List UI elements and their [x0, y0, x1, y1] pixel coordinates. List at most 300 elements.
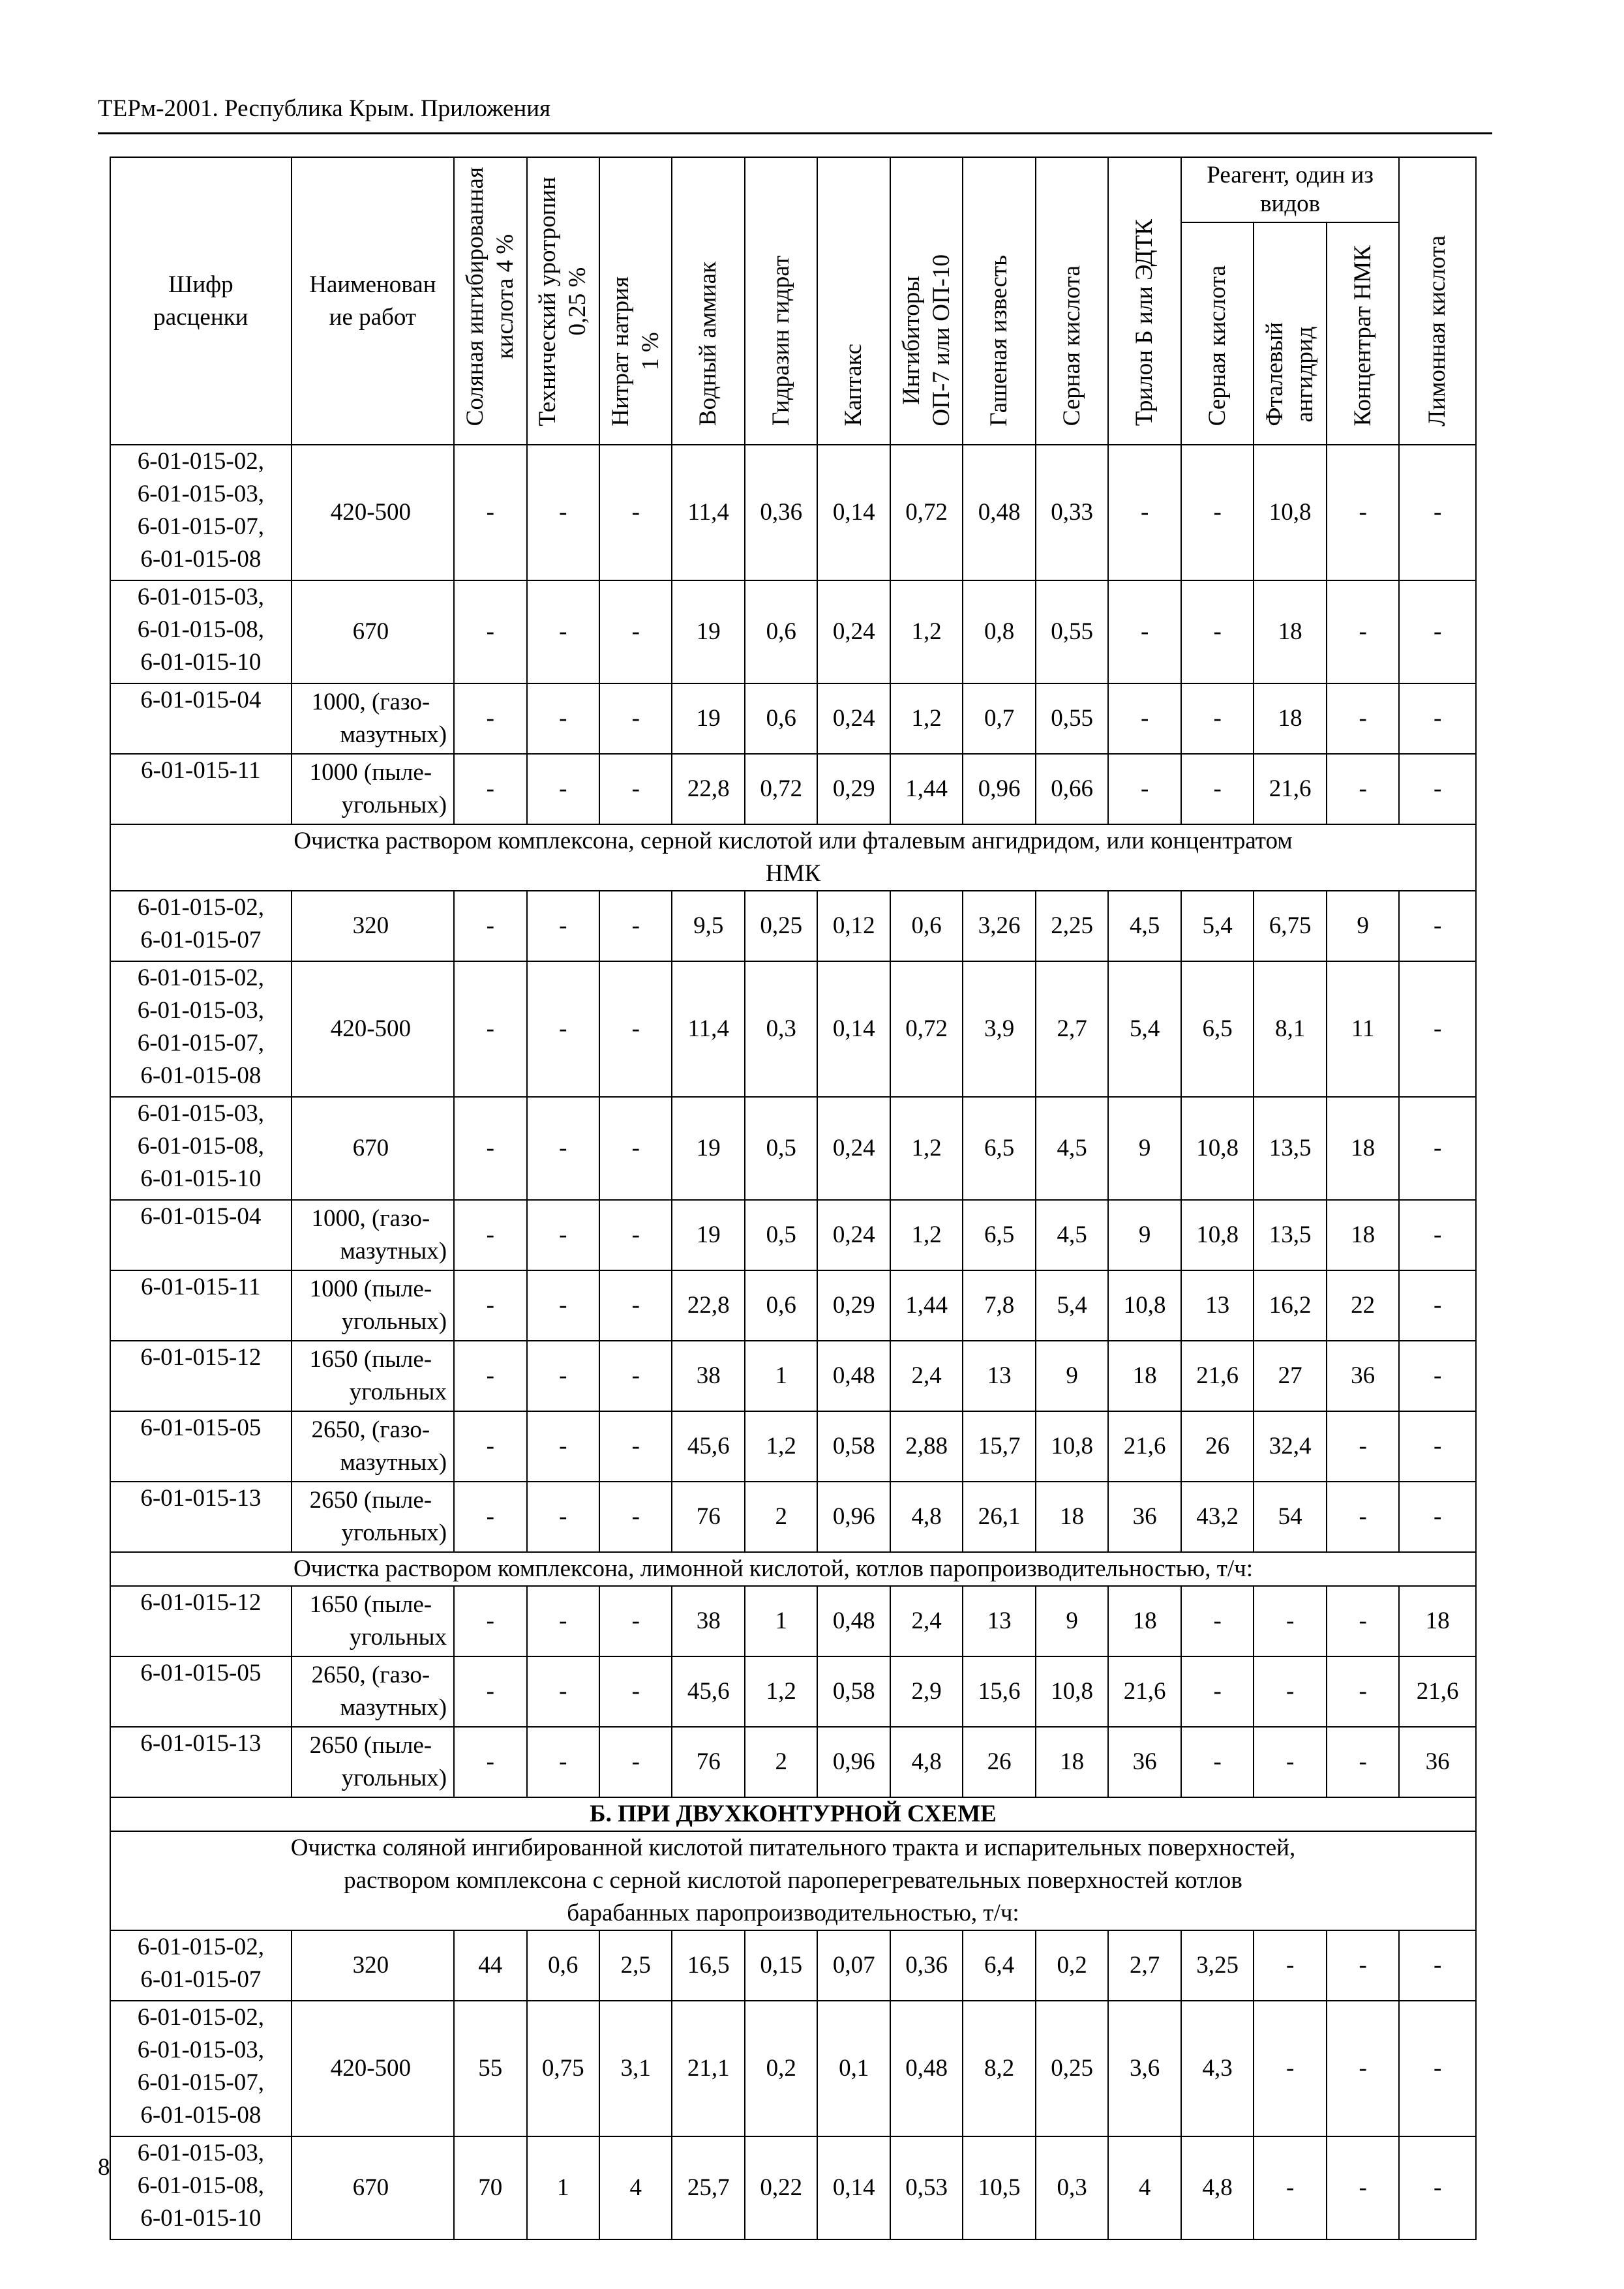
value-cell: 1,2	[745, 1411, 817, 1482]
header-line: ОП-7 или ОП-10	[927, 254, 955, 426]
value-cell: 26,1	[963, 1482, 1035, 1552]
value-cell: 0,96	[817, 1727, 890, 1797]
header-inhibitors	[890, 157, 963, 445]
work-name: 670	[352, 1135, 389, 1162]
value-cell: 2,4	[890, 1586, 963, 1656]
header-hydrazine-hydrate	[745, 157, 817, 445]
value-cell: 0,14	[817, 961, 890, 1097]
value-cell: -	[527, 1411, 599, 1482]
value-cell: 9	[1036, 1586, 1108, 1656]
value-cell: 1,2	[890, 1200, 963, 1270]
work-name-cell	[292, 1586, 454, 1656]
value-cell: 0,66	[1036, 754, 1108, 824]
rate-code: 6-01-015-08,	[137, 2172, 264, 2200]
group-title-row	[110, 1552, 1476, 1586]
rates-table	[110, 157, 1477, 2240]
value-cell: 0,24	[817, 1200, 890, 1270]
work-name-cell	[292, 1656, 454, 1727]
value-cell: 0,55	[1036, 580, 1108, 683]
value-cell: 0,12	[817, 891, 890, 961]
value-cell: 36	[1399, 1727, 1476, 1797]
table-row	[110, 580, 1476, 683]
value-cell: 0,36	[745, 445, 817, 580]
value-cell: 10,8	[1108, 1270, 1180, 1341]
value-cell: 0,8	[963, 580, 1035, 683]
header-sodium-nitrate	[599, 157, 672, 445]
value-cell: 0,25	[1036, 2001, 1108, 2136]
value-cell: 0,5	[745, 1200, 817, 1270]
value-cell: -	[454, 445, 526, 580]
work-name-cell	[292, 1200, 454, 1270]
value-cell: 0,2	[1036, 1930, 1108, 2001]
value-cell: -	[1108, 683, 1180, 754]
rate-code-cell	[110, 1341, 292, 1411]
rate-code: 6-01-015-03,	[137, 1100, 264, 1128]
rate-code: 6-01-015-08	[140, 2102, 262, 2129]
rate-code: 6-01-015-03,	[137, 2140, 264, 2167]
value-cell: 4,8	[890, 1482, 963, 1552]
value-cell: 36	[1327, 1341, 1400, 1411]
vertical-header-text	[1130, 210, 1160, 435]
value-cell: 10,8	[1181, 1097, 1254, 1200]
header-line: расценки	[153, 303, 248, 331]
header-row-1	[110, 157, 1476, 222]
value-cell: 70	[454, 2136, 526, 2239]
table-row	[110, 1200, 1476, 1270]
rate-code: 6-01-015-04	[140, 687, 262, 714]
header-line: Гидразин гидрат	[767, 256, 794, 426]
vertical-header-text	[1348, 236, 1378, 435]
value-cell: 9	[1327, 891, 1400, 961]
rate-code: 6-01-015-03,	[137, 2037, 264, 2064]
value-cell: 2,9	[890, 1656, 963, 1727]
header-line: Реагент, один из	[1207, 162, 1374, 189]
value-cell: 38	[672, 1586, 744, 1656]
value-cell: 10,5	[963, 2136, 1035, 2239]
value-cell: -	[1327, 1482, 1400, 1552]
value-cell: -	[1181, 1656, 1254, 1727]
vertical-header-text	[839, 335, 869, 435]
rate-code: 6-01-015-03,	[137, 481, 264, 508]
value-cell: 0,3	[745, 961, 817, 1097]
value-cell: 10,8	[1036, 1411, 1108, 1482]
value-cell: -	[454, 1270, 526, 1341]
work-name: 1000 (пыле-	[309, 759, 432, 786]
header-line: Ингибиторы	[897, 275, 925, 405]
value-cell: 16,5	[672, 1930, 744, 2001]
value-cell: 2,88	[890, 1411, 963, 1482]
value-cell: 1	[745, 1341, 817, 1411]
table-row	[110, 1341, 1476, 1411]
value-cell: 1,44	[890, 754, 963, 824]
header-line: Серная кислота	[1203, 265, 1231, 426]
work-name: 420-500	[330, 499, 412, 526]
value-cell: 4,5	[1036, 1200, 1108, 1270]
vertical-header-text	[1422, 226, 1452, 436]
value-cell: 13,5	[1254, 1200, 1326, 1270]
value-cell: 1,2	[890, 683, 963, 754]
value-cell: -	[527, 445, 599, 580]
value-cell: -	[454, 1727, 526, 1797]
value-cell: -	[599, 1097, 672, 1200]
value-cell: -	[599, 683, 672, 754]
value-cell: 18	[1254, 683, 1326, 754]
value-cell: -	[1254, 2136, 1326, 2239]
value-cell: -	[527, 1200, 599, 1270]
value-cell: 25,7	[672, 2136, 744, 2239]
rate-code: 6-01-015-13	[140, 1485, 262, 1512]
value-cell: 2	[745, 1727, 817, 1797]
value-cell: -	[1254, 1586, 1326, 1656]
value-cell: 36	[1108, 1482, 1180, 1552]
header-trilon-b	[1108, 157, 1180, 445]
rate-code: 6-01-015-02,	[137, 965, 264, 992]
value-cell: 18	[1108, 1586, 1180, 1656]
value-cell: 0,58	[817, 1656, 890, 1727]
value-cell: -	[1327, 580, 1400, 683]
rate-code: 6-01-015-02,	[137, 2004, 264, 2031]
rate-code-cell	[110, 1656, 292, 1727]
header-line: ангидрид	[1291, 325, 1319, 423]
rate-code: 6-01-015-11	[141, 757, 261, 785]
table-row	[110, 683, 1476, 754]
value-cell: 3,9	[963, 961, 1035, 1097]
work-name: мазутных)	[340, 1238, 447, 1265]
value-cell: 3,1	[599, 2001, 672, 2136]
rate-code: 6-01-015-07,	[137, 513, 264, 541]
value-cell: 54	[1254, 1482, 1326, 1552]
value-cell: 18	[1327, 1097, 1400, 1200]
value-cell: 18	[1399, 1586, 1476, 1656]
value-cell: 11,4	[672, 445, 744, 580]
value-cell: -	[1254, 1656, 1326, 1727]
value-cell: -	[527, 891, 599, 961]
group-title-line: Очистка раствором комплексона, серной кислотой или фталевым ангидридом, или концентратом	[293, 828, 1293, 855]
value-cell: 18	[1036, 1727, 1108, 1797]
table-row	[110, 445, 1476, 580]
value-cell: 16,2	[1254, 1270, 1326, 1341]
work-name: угольных	[349, 1624, 447, 1651]
work-name: угольных)	[341, 1519, 447, 1547]
value-cell: 7,8	[963, 1270, 1035, 1341]
value-cell: -	[1399, 2001, 1476, 2136]
value-cell: -	[1327, 1727, 1400, 1797]
work-name: 2650 (пыле-	[309, 1487, 432, 1514]
value-cell: -	[599, 754, 672, 824]
value-cell: 4,5	[1108, 891, 1180, 961]
vertical-header-text	[533, 168, 593, 435]
value-cell: -	[527, 1586, 599, 1656]
value-cell: 0,25	[745, 891, 817, 961]
value-cell: 0,55	[1036, 683, 1108, 754]
group-description	[110, 1831, 1476, 1930]
value-cell: 0,2	[745, 2001, 817, 2136]
header-code	[110, 157, 292, 445]
rate-code-cell	[110, 1727, 292, 1797]
value-cell: 0,07	[817, 1930, 890, 2001]
value-cell: 43,2	[1181, 1482, 1254, 1552]
value-cell: -	[1181, 445, 1254, 580]
work-name-cell	[292, 961, 454, 1097]
rate-code: 6-01-015-12	[140, 1344, 262, 1371]
work-name-cell	[292, 683, 454, 754]
group-title-row	[110, 824, 1476, 891]
header-reagent-sulfuric-acid	[1181, 222, 1254, 445]
value-cell: 26	[963, 1727, 1035, 1797]
value-cell: 2,7	[1108, 1930, 1180, 2001]
value-cell: 10,8	[1036, 1656, 1108, 1727]
rate-code: 6-01-015-12	[140, 1589, 262, 1617]
value-cell: 0,48	[817, 1586, 890, 1656]
value-cell: 9	[1108, 1097, 1180, 1200]
value-cell: 3,26	[963, 891, 1035, 961]
header-line: видов	[1260, 190, 1321, 218]
value-cell: 38	[672, 1341, 744, 1411]
work-name: 320	[352, 912, 389, 940]
header-phthalic-anhydride	[1254, 222, 1326, 445]
header-line: 0,25 %	[564, 267, 592, 336]
rate-code: 6-01-015-03,	[137, 997, 264, 1025]
value-cell: 0,6	[745, 580, 817, 683]
header-line: Концентрат НМК	[1349, 245, 1376, 426]
value-cell: 36	[1108, 1727, 1180, 1797]
value-cell: -	[1327, 1656, 1400, 1727]
vertical-header-text	[1260, 313, 1320, 436]
table-row	[110, 2001, 1476, 2136]
value-cell: -	[1108, 580, 1180, 683]
value-cell: 1,2	[890, 1097, 963, 1200]
work-name-cell	[292, 1411, 454, 1482]
value-cell: -	[1254, 1930, 1326, 2001]
value-cell: 0,24	[817, 1097, 890, 1200]
description-row	[110, 1831, 1476, 1930]
value-cell: 10,8	[1181, 1200, 1254, 1270]
value-cell: 0,75	[527, 2001, 599, 2136]
description-line: барабанных паропроизводительностью, т/ч:	[567, 1900, 1019, 1927]
value-cell: 0,36	[890, 1930, 963, 2001]
vertical-header-text	[1057, 256, 1087, 435]
value-cell: -	[454, 1341, 526, 1411]
value-cell: 4,5	[1036, 1097, 1108, 1200]
table-row	[110, 1930, 1476, 2001]
work-name: 1650 (пыле-	[309, 1591, 432, 1619]
header-line: 1 %	[637, 332, 664, 370]
value-cell: -	[454, 1411, 526, 1482]
header-citric-acid	[1399, 157, 1476, 445]
table-row	[110, 1097, 1476, 1200]
value-cell: 0,5	[745, 1097, 817, 1200]
value-cell: -	[1399, 1200, 1476, 1270]
value-cell: -	[527, 754, 599, 824]
work-name: 420-500	[330, 1015, 412, 1043]
work-name: мазутных)	[340, 721, 447, 749]
value-cell: 76	[672, 1482, 744, 1552]
header-line: Водный аммиак	[695, 262, 722, 426]
rate-code-cell	[110, 580, 292, 683]
value-cell: 1	[745, 1586, 817, 1656]
value-cell: 0,6	[745, 1270, 817, 1341]
value-cell: 4	[1108, 2136, 1180, 2239]
rate-code: 6-01-015-02,	[137, 448, 264, 475]
rate-code: 6-01-015-11	[141, 1274, 261, 1301]
work-name: угольных)	[341, 1308, 447, 1336]
value-cell: -	[527, 961, 599, 1097]
value-cell: 0,96	[963, 754, 1035, 824]
vertical-header-text	[984, 246, 1014, 436]
table-body	[110, 445, 1476, 2239]
value-cell: -	[454, 1586, 526, 1656]
value-cell: 2,25	[1036, 891, 1108, 961]
value-cell: -	[454, 683, 526, 754]
value-cell: 18	[1254, 580, 1326, 683]
rate-code: 6-01-015-05	[140, 1660, 262, 1687]
vertical-header-text	[766, 247, 796, 435]
header-captax	[817, 157, 890, 445]
value-cell: 8,2	[963, 2001, 1035, 2136]
rate-code-cell	[110, 445, 292, 580]
rate-code: 6-01-015-07	[140, 1966, 262, 1994]
value-cell: 21,1	[672, 2001, 744, 2136]
value-cell: -	[599, 1200, 672, 1270]
value-cell: 18	[1327, 1200, 1400, 1270]
value-cell: 19	[672, 1097, 744, 1200]
value-cell: 0,96	[817, 1482, 890, 1552]
rate-code: 6-01-015-07,	[137, 2069, 264, 2097]
value-cell: 9	[1036, 1341, 1108, 1411]
value-cell: 0,29	[817, 1270, 890, 1341]
value-cell: -	[599, 1411, 672, 1482]
value-cell: -	[599, 445, 672, 580]
value-cell: -	[454, 1200, 526, 1270]
rate-code-cell	[110, 1270, 292, 1341]
value-cell: 13,5	[1254, 1097, 1326, 1200]
value-cell: -	[1399, 1411, 1476, 1482]
rate-code: 6-01-015-03,	[137, 584, 264, 611]
value-cell: -	[1399, 1270, 1476, 1341]
rate-code: 6-01-015-08,	[137, 1133, 264, 1160]
work-name-cell	[292, 580, 454, 683]
value-cell: 1,2	[890, 580, 963, 683]
value-cell: -	[599, 1727, 672, 1797]
rate-code: 6-01-015-13	[140, 1730, 262, 1758]
value-cell: 22	[1327, 1270, 1400, 1341]
work-name: 320	[352, 1952, 389, 1979]
rate-code-cell	[110, 891, 292, 961]
table-row	[110, 2136, 1476, 2239]
value-cell: -	[1108, 445, 1180, 580]
value-cell: 0,33	[1036, 445, 1108, 580]
rate-code: 6-01-015-10	[140, 2205, 262, 2232]
value-cell: 19	[672, 1200, 744, 1270]
value-cell: -	[527, 683, 599, 754]
value-cell: 9,5	[672, 891, 744, 961]
work-name: 1650 (пыле-	[309, 1346, 432, 1373]
value-cell: 0,72	[890, 445, 963, 580]
value-cell: 11	[1327, 961, 1400, 1097]
description-line: раствором комплексона с серной кислотой пароперегревательных поверхностей котлов	[344, 1867, 1242, 1894]
value-cell: -	[454, 961, 526, 1097]
header-line: Нитрат натрия	[607, 276, 634, 426]
header-line: Гашеная известь	[985, 254, 1013, 426]
value-cell: -	[1399, 683, 1476, 754]
rate-code: 6-01-015-10	[140, 649, 262, 676]
value-cell: 0,48	[890, 2001, 963, 2136]
rate-code: 6-01-015-05	[140, 1414, 262, 1442]
value-cell: -	[527, 580, 599, 683]
work-name: 420-500	[330, 2055, 412, 2082]
header-line: Каптакс	[840, 343, 867, 426]
header-slaked-lime	[963, 157, 1035, 445]
section-title: Б. ПРИ ДВУХКОНТУРНОЙ СХЕМЕ	[110, 1797, 1476, 1831]
value-cell: -	[599, 1482, 672, 1552]
value-cell: 19	[672, 580, 744, 683]
work-name-cell	[292, 1727, 454, 1797]
rate-code-cell	[110, 1097, 292, 1200]
table-row	[110, 891, 1476, 961]
work-name: 670	[352, 618, 389, 646]
value-cell: -	[527, 1727, 599, 1797]
value-cell: 13	[963, 1586, 1035, 1656]
work-name: 1000 (пыле-	[309, 1276, 432, 1303]
work-name: 670	[352, 2174, 389, 2202]
table-row	[110, 1727, 1476, 1797]
value-cell: 4,3	[1181, 2001, 1254, 2136]
work-name: угольных	[349, 1379, 447, 1406]
value-cell: 1,2	[745, 1656, 817, 1727]
value-cell: -	[599, 1270, 672, 1341]
value-cell: -	[1399, 754, 1476, 824]
header-line: кислота 4 %	[491, 233, 519, 359]
value-cell: 6,5	[963, 1097, 1035, 1200]
header-line: Наименован	[309, 271, 436, 298]
rate-code-cell	[110, 2136, 292, 2239]
value-cell: 26	[1181, 1411, 1254, 1482]
value-cell: 18	[1036, 1482, 1108, 1552]
value-cell: 45,6	[672, 1411, 744, 1482]
value-cell: 5,4	[1036, 1270, 1108, 1341]
table-row	[110, 1482, 1476, 1552]
header-line: Трилон Б или ЭДТК	[1131, 219, 1158, 426]
value-cell: 0,24	[817, 683, 890, 754]
header-urotropin	[527, 157, 599, 445]
value-cell: 0,15	[745, 1930, 817, 2001]
value-cell: 21,6	[1108, 1411, 1180, 1482]
value-cell: 0,6	[745, 683, 817, 754]
value-cell: -	[1108, 754, 1180, 824]
rate-code: 6-01-015-10	[140, 1165, 262, 1193]
work-name-cell	[292, 1930, 454, 2001]
value-cell: 5,4	[1181, 891, 1254, 961]
value-cell: -	[1181, 1727, 1254, 1797]
value-cell: -	[1181, 1586, 1254, 1656]
work-name: 1000, (газо-	[311, 1205, 430, 1233]
header-line: Технический уротропин	[534, 176, 562, 426]
value-cell: -	[1399, 1341, 1476, 1411]
value-cell: 0,53	[890, 2136, 963, 2239]
value-cell: 2,4	[890, 1341, 963, 1411]
value-cell: 44	[454, 1930, 526, 2001]
value-cell: -	[1399, 1482, 1476, 1552]
value-cell: -	[1327, 1411, 1400, 1482]
value-cell: 11,4	[672, 961, 744, 1097]
value-cell: -	[1399, 891, 1476, 961]
group-title-line: Очистка раствором комплексона, лимонной кислотой, котлов паропроизводительностью, т/ч:	[293, 1555, 1254, 1583]
value-cell: 15,6	[963, 1656, 1035, 1727]
header-line: Лимонная кислота	[1424, 235, 1451, 426]
table-row	[110, 1586, 1476, 1656]
work-name-cell	[292, 2136, 454, 2239]
value-cell: 6,75	[1254, 891, 1326, 961]
